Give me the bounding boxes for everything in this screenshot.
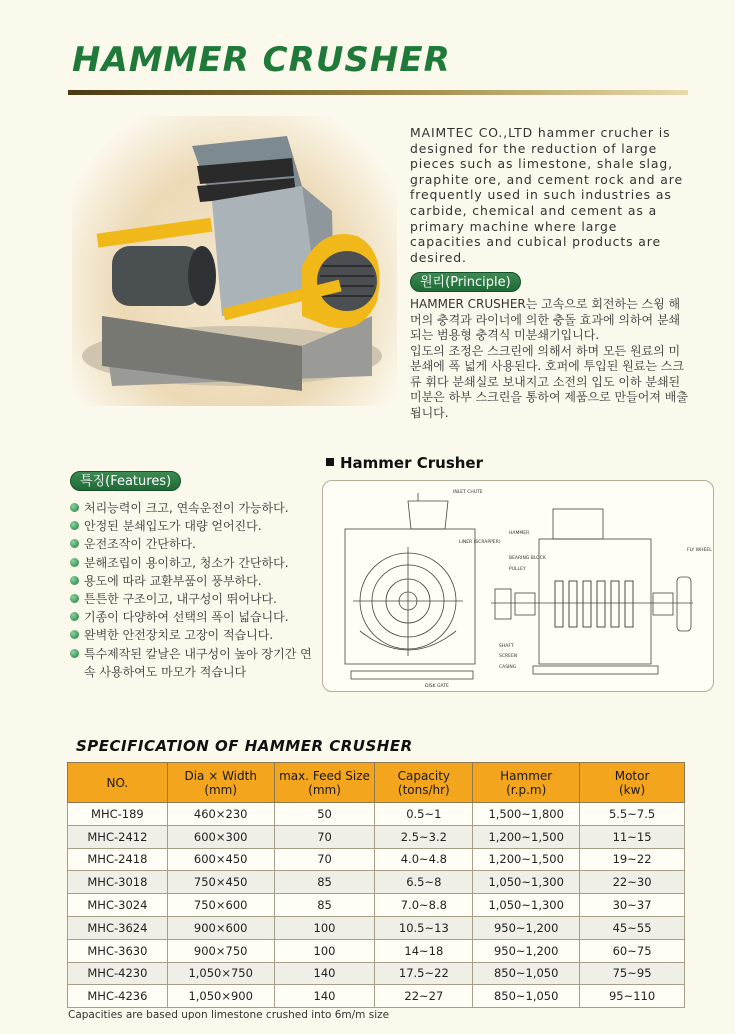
spec-footnote: Capacities are based upon limestone crushed into 6m/m size: [68, 1009, 390, 1021]
title-divider: [68, 90, 688, 95]
page-title: HAMMER CRUSHER: [72, 40, 451, 80]
feature-item: 완벽한 안전장치로 고장이 적습니다.: [70, 626, 320, 644]
table-row: MHC-4230 1,050×750 140 17.5~22 850~1,050 75~95: [68, 962, 685, 985]
features-badge: 특징(Features): [70, 471, 181, 491]
bullet-icon: [70, 630, 79, 639]
table-row: MHC-3024 750×600 85 7.0~8.8 1,050~1,300 30~37: [68, 894, 685, 917]
drawing-title: Hammer Crusher: [326, 454, 483, 472]
label-bearing-block: BEARING BLOCK: [509, 556, 546, 561]
label-screen: SCREEN: [499, 654, 518, 659]
feature-item: 분해조립이 용이하고, 청소가 간단하다.: [70, 554, 320, 572]
label-inlet-chute: INLET CHUTE: [453, 490, 483, 495]
hammer-crusher-illustration: [72, 116, 397, 406]
bullet-icon: [70, 649, 79, 658]
bullet-icon: [70, 612, 79, 621]
feature-item: 처리능력이 크고, 연속운전이 가능하다.: [70, 499, 320, 517]
feature-item: 튼튼한 구조이고, 내구성이 뛰어나다.: [70, 590, 320, 608]
header-dia-width: Dia × Width (mm): [167, 763, 274, 803]
feature-item: 기종이 다양하여 선택의 폭이 넓습니다.: [70, 608, 320, 626]
spec-title: SPECIFICATION OF HAMMER CRUSHER: [76, 737, 413, 755]
product-photo: [72, 116, 397, 406]
table-row: MHC-3624 900×600 100 10.5~13 950~1,200 45~55: [68, 916, 685, 939]
label-casing: CASING: [499, 665, 517, 670]
feature-item: 용도에 따라 교환부품이 풍부하다.: [70, 572, 320, 590]
principle-paragraph-2: 입도의 조정은 스크린에 의해서 하며 모든 원료의 미분쇄에 폭 넓게 사용된다. 호퍼에 투입된 원료는 스크류 휘다 분쇄실로 보내지고 소전의 입도 이하 분쇄된 미분은 하부 스크린을 통하여 제품으로 만들어져 배출됩니다.: [410, 343, 688, 420]
spec-header-row: [68, 763, 685, 803]
intro-paragraph: MAIMTEC CO.,LTD hammer crucher is designed for the reduction of large pieces such as limestone, shale slag, graphite ore, and cement rock and are frequently used in such industries as carbide, chemical and cement as a primary machine where large capacities and cubical products are desired.: [410, 125, 683, 265]
label-disk-gate: DISK GATE: [425, 684, 449, 689]
bullet-icon: [70, 539, 79, 548]
header-no: NO.: [68, 763, 168, 803]
feature-item: 운전조작이 간단하다.: [70, 535, 320, 553]
principle-paragraph-1: HAMMER CRUSHER는 고속으로 회전하는 스윙 해머의 충격과 라이너에 의한 충돌 효과에 의하여 분쇄되는 범용형 충격식 미분쇄기입니다.: [410, 297, 681, 342]
bullet-icon: [70, 503, 79, 512]
label-fly-wheel: FLY WHEEL: [687, 548, 712, 553]
header-feed-size: max. Feed Size (mm): [274, 763, 375, 803]
label-shaft: SHAFT: [499, 644, 514, 649]
label-liner: LINER (SCRAPPER): [459, 540, 501, 545]
square-bullet-icon: [326, 458, 334, 466]
table-row: MHC-3018 750×450 85 6.5~8 1,050~1,300 22~30: [68, 871, 685, 894]
table-row: MHC-189 460×230 50 0.5~1 1,500~1,800 5.5~7.5: [68, 803, 685, 826]
bullet-icon: [70, 594, 79, 603]
bullet-icon: [70, 558, 79, 567]
crusher-schematic: [323, 481, 715, 693]
label-pulley: PULLEY: [509, 567, 526, 572]
bullet-icon: [70, 521, 79, 530]
feature-item: 안정된 분쇄입도가 대량 얻어진다.: [70, 517, 320, 535]
header-motor: Motor (kw): [580, 763, 685, 803]
table-row: MHC-2418 600×450 70 4.0~4.8 1,200~1,500 19~22: [68, 848, 685, 871]
technical-drawing: [322, 480, 714, 692]
label-hammer: HAMMER: [509, 531, 530, 536]
features-list: [70, 499, 320, 681]
bullet-icon: [70, 576, 79, 585]
table-row: MHC-2412 600×300 70 2.5~3.2 1,200~1,500 11~15: [68, 825, 685, 848]
table-row: MHC-4236 1,050×900 140 22~27 850~1,050 95~110: [68, 985, 685, 1008]
feature-item: 특수제작된 칼날은 내구성이 높아 장기간 연속 사용하여도 마모가 적습니다: [70, 645, 320, 681]
principle-badge: 원리(Principle): [410, 272, 521, 292]
header-capacity: Capacity (tons/hr): [375, 763, 473, 803]
spec-table: [67, 762, 685, 1008]
principle-text: [410, 297, 690, 421]
table-row: MHC-3630 900×750 100 14~18 950~1,200 60~75: [68, 939, 685, 962]
header-hammer: Hammer (r.p.m): [473, 763, 580, 803]
